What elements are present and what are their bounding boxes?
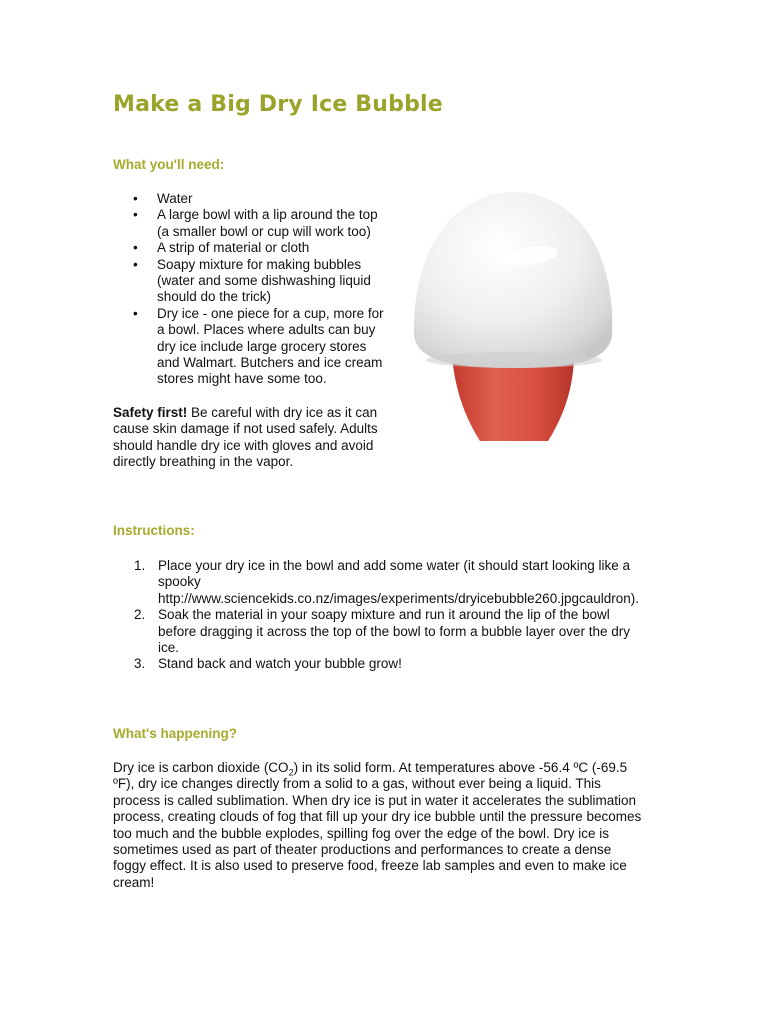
list-item: 2. Soak the material in your soapy mixture and run it around the lip of the bowl before dragging it across the top of the bowl to form a bubble layer over the dry ice. — [134, 607, 631, 656]
list-item: • Soapy mixture for making bubbles (water and some dishwashing liquid should do the trick) — [133, 256, 371, 305]
safety-note: Safety first! Be careful with dry ice as it can cause skin damage if not used safely. Adults should handle dry ice with gloves and avoid directly breathing in the vapor. — [113, 405, 378, 470]
needs-heading: What you'll need: — [113, 157, 225, 172]
explanation-paragraph: Dry ice is carbon dioxide $(CO_2)$ in its solid form. At temperatures above -56.4 ºC (-69.5 ºF), dry ice changes directly from a solid to a gas, without ever being a liquid. This process is called sublimation. When dry ice is put in water it accelerates the sublimation process, creating clouds of fog that fill up your dry ice bubble until the pressure becomes too much and the bubble explodes, spilling fog over the edge of the bowl. Dry ice is sometimes used as part of theater productions and performances to create a dense foggy effect. It is also used to preserve food, freeze lab samples and even to make ice cream! — [113, 760, 642, 890]
bullet-icon: • — [133, 191, 138, 206]
whats-happening-heading: What's happening? — [113, 726, 237, 741]
instructions-list — [113, 558, 658, 673]
bubble-rim-shadow — [426, 352, 602, 368]
bullet-icon: • — [133, 305, 138, 321]
page-title: Make a Big Dry Ice Bubble — [113, 92, 443, 117]
list-item: • Water — [133, 191, 193, 206]
instructions-heading: Instructions: — [113, 523, 195, 538]
bullet-icon: • — [133, 256, 138, 272]
needs-list — [113, 191, 403, 388]
list-item: • Dry ice - one piece for a cup, more for a bowl. Places where adults can buy dry ice include large grocery stores and Walmart. Butchers and ice cream stores might have some too. — [133, 305, 384, 387]
dry-ice-bubble-photo — [408, 186, 618, 448]
list-item: 1. Place your dry ice in the bowl and add some water (it should start looking like a spooky http://www.sciencekids.co.nz/images/experiments/dryicebubble260.jpgcauldron). — [134, 558, 639, 606]
bullet-icon: • — [133, 240, 138, 256]
list-item: • A strip of material or cloth — [133, 240, 310, 256]
link-text[interactable]: http://www.sciencekids.co.nz/images/experiments/dryicebubble260.jpgcauldron). — [158, 590, 639, 606]
list-item: • A large bowl with a lip around the top (a smaller bowl or cup will work too) — [133, 207, 378, 239]
bubble-dome — [414, 192, 612, 368]
list-item: 3. Stand back and watch your bubble grow! — [134, 656, 402, 672]
bullet-icon: • — [133, 207, 138, 223]
safety-lead: Safety first! — [113, 405, 188, 420]
